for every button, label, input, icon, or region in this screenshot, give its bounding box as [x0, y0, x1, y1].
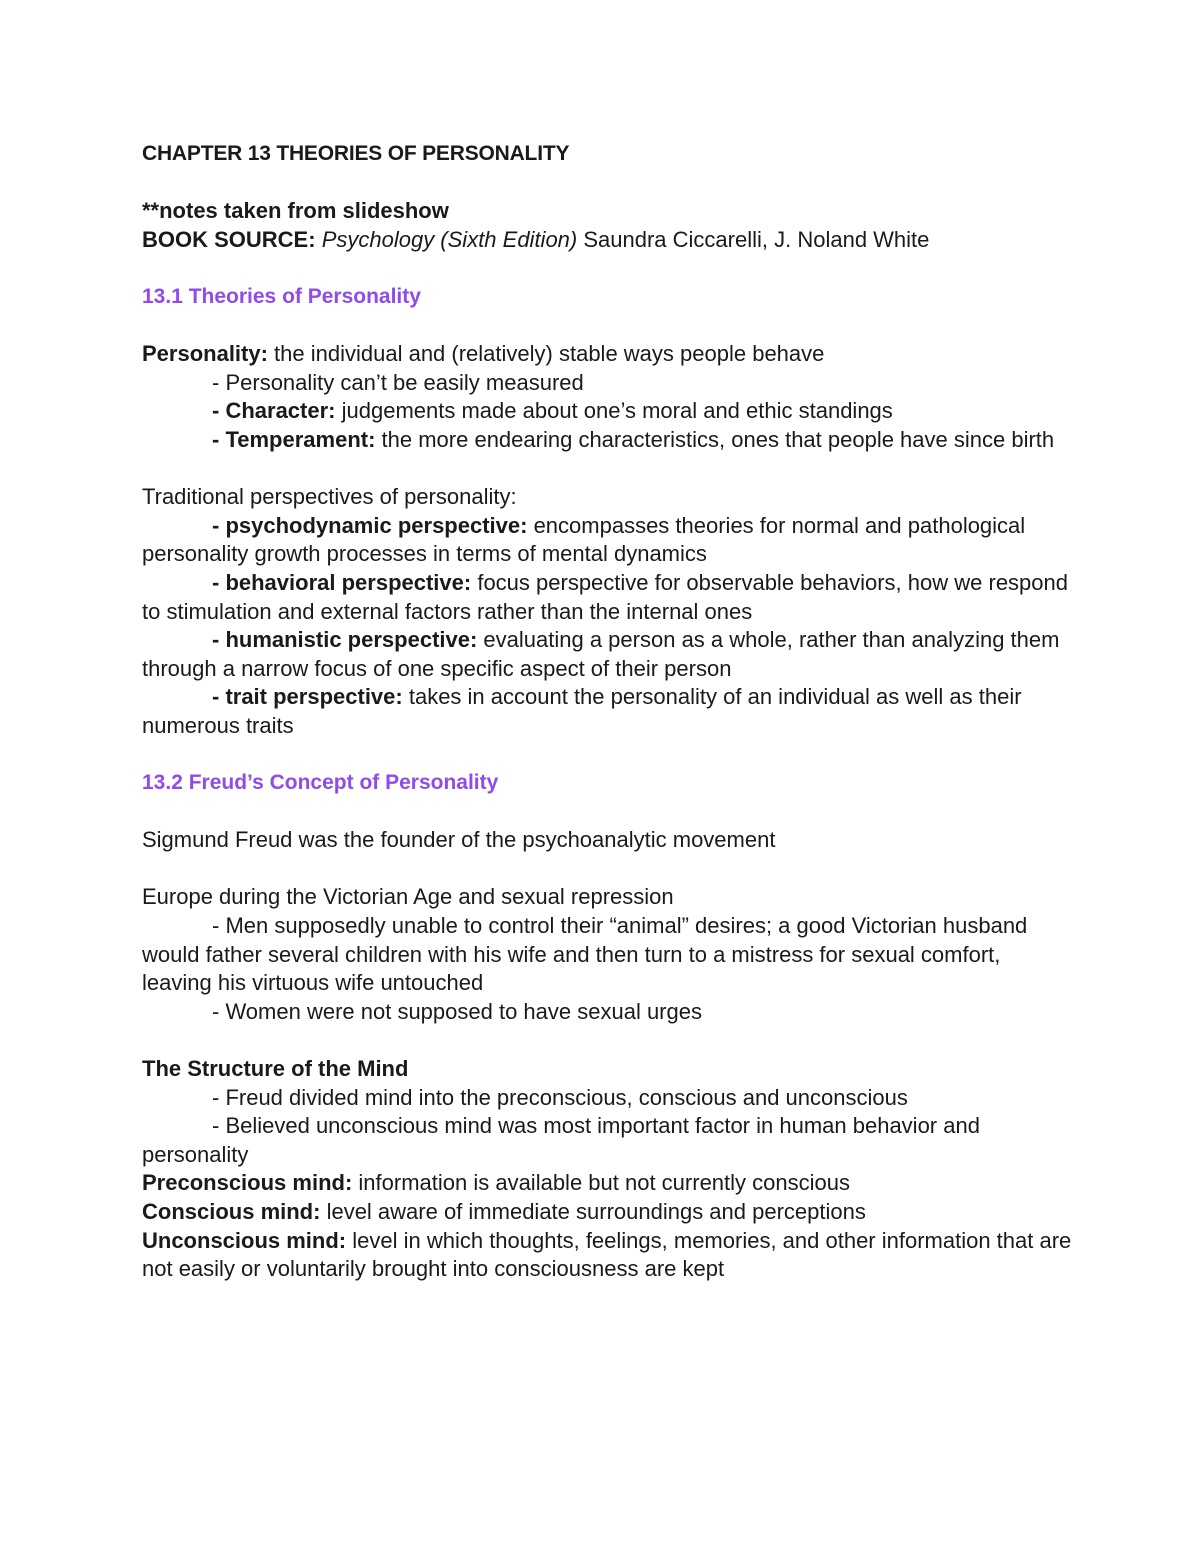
personality-definition [142, 340, 1072, 369]
definition-text: the individual and (relatively) stable ways people behave [267, 341, 825, 367]
bullet-text: judgements made about one’s moral and ethic standings [335, 398, 893, 424]
bullet-prefix: - [212, 369, 226, 395]
structure-heading: The Structure of the Mind [142, 1056, 409, 1081]
bullet-prefix: - [212, 426, 226, 452]
perspective-term: - psychodynamic perspective: [212, 512, 528, 538]
freud-founder: Sigmund Freud was the founder of the psychoanalytic movement [142, 827, 776, 853]
definition-unconscious [142, 1227, 1072, 1284]
perspective-text: takes in account the personality of an individual as well as their numerous traits [142, 684, 1022, 738]
section-heading-13-1: 13.1 Theories of Personality [142, 284, 421, 308]
book-title: Psychology (Sixth Edition) [321, 226, 578, 252]
list-item [142, 426, 1072, 455]
definition-conscious [142, 1198, 1072, 1227]
perspective-term: - trait perspective: [212, 684, 403, 710]
bullet-text: the more endearing characteristics, ones that people have since birth [375, 426, 1055, 452]
definition-term: Preconscious mind: [142, 1170, 353, 1196]
perspective-term: - humanistic perspective: [212, 627, 478, 653]
perspective-term: - behavioral perspective: [212, 569, 472, 595]
section-heading-13-2: 13.2 Freud’s Concept of Personality [142, 771, 499, 795]
bullet-prefix: - [212, 398, 226, 424]
definition-text: level aware of immediate surroundings and perceptions [320, 1198, 866, 1224]
perspective-text: focus perspective for observable behaviors, how we respond to stimulation and external factors rather than the internal ones [142, 569, 1068, 624]
list-item [142, 397, 1072, 426]
list-item [142, 569, 1072, 626]
chapter-title: CHAPTER 13 THEORIES OF PERSONALITY [142, 142, 570, 165]
list-item: - Believed unconscious mind was most important factor in human behavior and personality [142, 1113, 980, 1167]
definition-term: Conscious mind: [142, 1198, 321, 1224]
list-item: - Men supposedly unable to control their “animal” desires; a good Victorian husband would father several children with his wife and then turn to a mistress for sexual comfort, leaving his virtuous wife untouched [142, 913, 1028, 996]
definition-term: Personality: [142, 341, 268, 367]
definition-text: level in which thoughts, feelings, memories, and other information that are not easily or voluntarily brought into consciousness are kept [142, 1227, 1072, 1282]
definition-preconscious [142, 1169, 1072, 1198]
perspective-text: evaluating a person as a whole, rather than analyzing them through a narrow focus of one specific aspect of their person [142, 627, 1060, 681]
document-page [142, 140, 1072, 1284]
definition-term: Unconscious mind: [142, 1227, 347, 1253]
perspective-text: encompasses theories for normal and pathological personality growth processes in terms of mental dynamics [142, 512, 1026, 567]
bullet-term: Character: [225, 398, 336, 424]
book-source [142, 226, 1072, 255]
list-item: - Women were not supposed to have sexual urges [212, 998, 702, 1024]
notes-source: **notes taken from slideshow [142, 198, 449, 224]
traditional-perspectives-intro: Traditional perspectives of personality: [142, 484, 517, 510]
bullet-text: Personality can’t be easily measured [225, 369, 584, 395]
list-item [142, 683, 1072, 740]
list-item [142, 512, 1072, 569]
book-source-label: BOOK SOURCE: [142, 226, 316, 252]
definition-text: information is available but not currently conscious [352, 1170, 850, 1196]
list-item [142, 626, 1072, 683]
book-authors: Saundra Ciccarelli, J. Noland White [577, 226, 930, 252]
list-item: - Freud divided mind into the preconscious, conscious and unconscious [212, 1084, 908, 1110]
bullet-term: Temperament: [225, 426, 376, 452]
europe-intro: Europe during the Victorian Age and sexual repression [142, 884, 674, 910]
list-item [142, 369, 1072, 398]
